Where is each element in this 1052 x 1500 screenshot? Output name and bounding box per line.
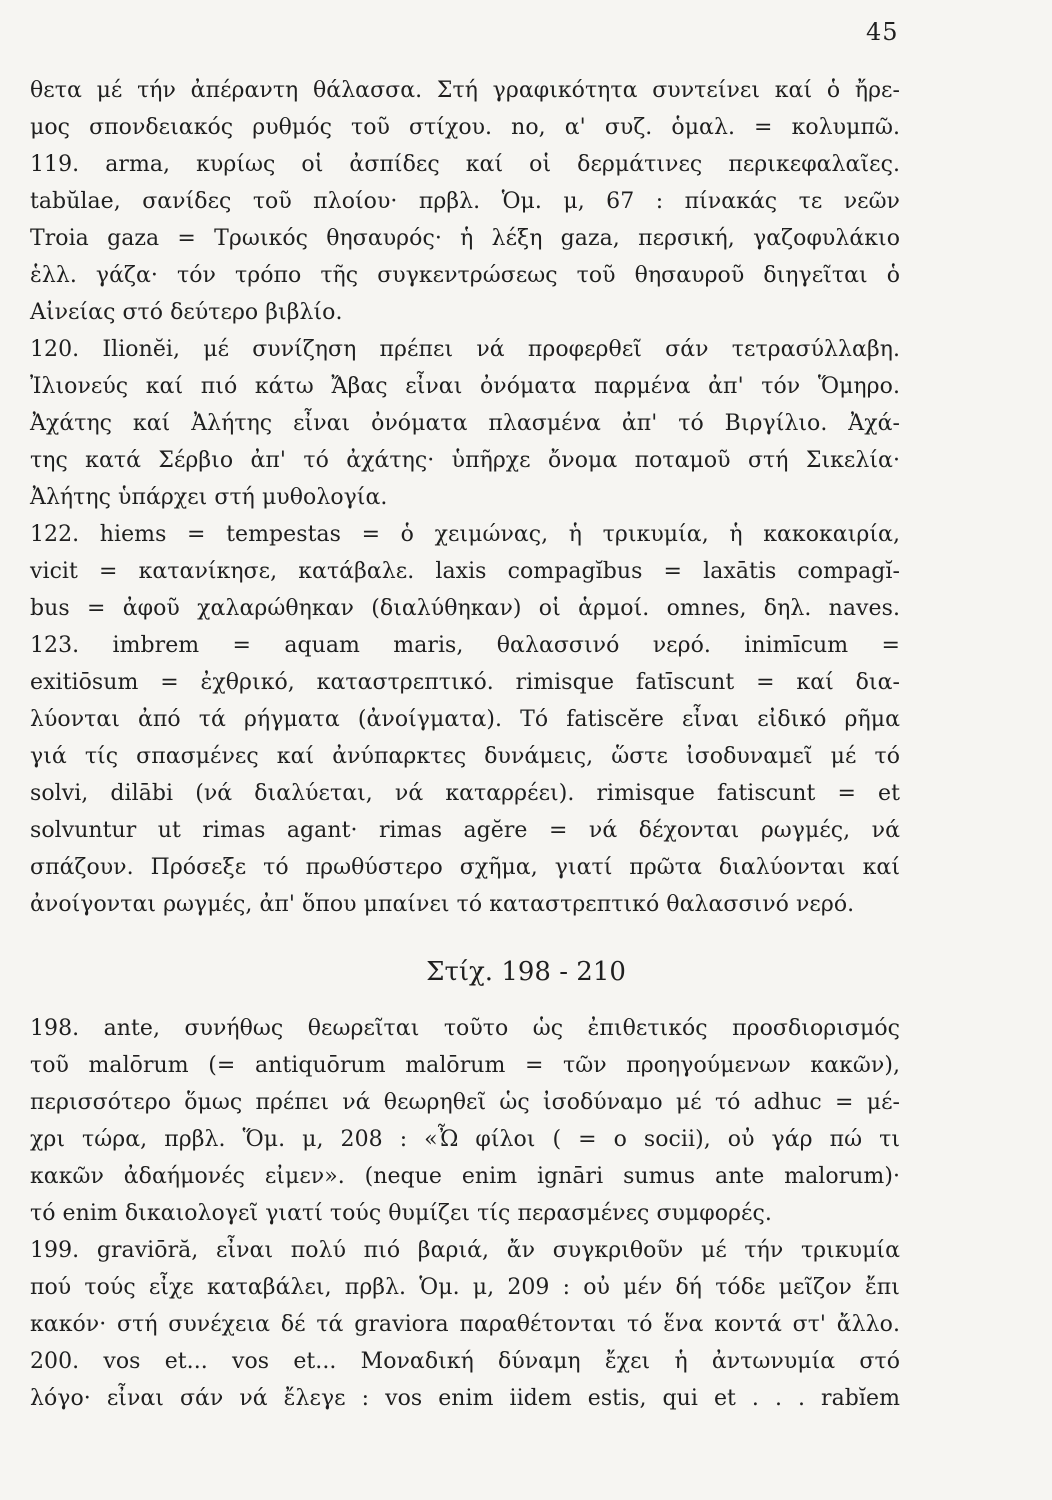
commentary-block-2 — [30, 1010, 900, 1417]
commentary-block-1 — [30, 72, 900, 923]
text-line: θετα μέ τήν ἀπέραντη θάλασσα. Στή γραφικότητα συντείνει καί ὁ ἤρε- — [30, 78, 900, 103]
text-line: Troia gaza = Τρωικός θησαυρός· ἡ λέξη gaza, περσική, γαζοφυλάκιο — [30, 226, 900, 251]
text-line: 122. hiems = tempestas = ὁ χειμώνας, ἡ τρικυμία, ἡ κακοκαιρία, — [30, 522, 900, 547]
text-line: λόγο· εἶναι σάν νά ἔλεγε : vos enim iidem estis, qui et . . . rabĭem — [30, 1386, 900, 1411]
text-line: solvuntur ut rimas agant· rimas agĕre = νά δέχονται ρωγμές, νά — [30, 818, 900, 843]
text-line: λύονται ἀπό τά ρήγματα (ἀνοίγματα). Τό fatiscĕre εἶναι εἰδικό ρῆμα — [30, 707, 900, 732]
text-line: σπάζουν. Πρόσεξε τό πρωθύστερο σχῆμα, γιατί πρῶτα διαλύονται καί — [30, 855, 900, 880]
text-line: Αἰνείας στό δεύτερο βιβλίο. — [30, 300, 343, 325]
text-line: Ἀχάτης καί Ἀλήτης εἶναι ὀνόματα πλασμένα ἀπ' τό Βιργίλιο. Ἀχά- — [30, 411, 900, 436]
text-line: κακῶν ἀδαήμονές εἰμεν». (neque enim ignāri sumus ante malorum)· — [30, 1164, 900, 1189]
text-line: 200. vos et... vos et... Μοναδική δύναμη ἔχει ἡ ἀντωνυμία στό — [30, 1349, 900, 1374]
text-line: Ἀλήτης ὑπάρχει στή μυθολογία. — [30, 485, 388, 510]
text-line: κακόν· στή συνέχεια δέ τά graviora παραθέτονται τό ἕνα κοντά στ' ἄλλο. — [30, 1312, 900, 1337]
text-line: bus = ἀφοῦ χαλαρώθηκαν (διαλύθηκαν) οἱ ἁρμοί. omnes, δηλ. naves. — [30, 596, 900, 621]
text-line: exitiōsum = ἐχθρικό, καταστρεπτικό. rimisque fatīscunt = καί δια- — [30, 670, 900, 695]
text-line: ἀνοίγονται ρωγμές, ἀπ' ὅπου μπαίνει τό καταστρεπτικό θαλασσινό νερό. — [30, 892, 855, 917]
section-heading: Στίχ. 198 - 210 — [426, 957, 626, 987]
text-line: πού τούς εἶχε καταβάλει, πρβλ. Ὁμ. μ, 209 : οὐ μέν δή τόδε μεῖζον ἔπι — [30, 1275, 900, 1300]
text-line: tabŭlae, σανίδες τοῦ πλοίου· πρβλ. Ὁμ. μ, 67 : πίνακάς τε νεῶν — [30, 189, 900, 214]
text-line: vicit = κατανίκησε, κατάβαλε. laxis compagĭbus = laxātis compagĭ- — [30, 559, 900, 584]
text-line: 120. Ilionĕi, μέ συνίζηση πρέπει νά προφερθεῖ σάν τετρασύλλαβη. — [30, 337, 900, 362]
text-line: μος σπονδειακός ρυθμός τοῦ στίχου. no, α' συζ. ὁμαλ. = κολυμπῶ. — [30, 115, 900, 140]
text-line: τοῦ malōrum (= antiquōrum malōrum = τῶν προηγούμενων κακῶν), — [30, 1053, 900, 1078]
text-line: ἑλλ. γάζα· τόν τρόπο τῆς συγκεντρώσεως τοῦ θησαυροῦ διηγεῖται ὁ — [30, 263, 900, 288]
text-line: της κατά Σέρβιο ἀπ' τό ἀχάτης· ὑπῆρχε ὄνομα ποταμοῦ στή Σικελία· — [30, 448, 900, 473]
text-line: 123. imbrem = aquam maris, θαλασσινό νερό. inimīcum = — [30, 633, 900, 658]
text-line: χρι τώρα, πρβλ. Ὅμ. μ, 208 : «Ὦ φίλοι ( = o socii), οὐ γάρ πώ τι — [30, 1127, 900, 1152]
text-line: Ἰλιονεύς καί πιό κάτω Ἄβας εἶναι ὀνόματα παρμένα ἀπ' τόν Ὅμηρο. — [30, 374, 900, 399]
text-line: 119. arma, κυρίως οἱ ἀσπίδες καί οἱ δερμάτινες περικεφαλαῖες. — [30, 152, 900, 177]
text-line: solvi, dilābi (νά διαλύεται, νά καταρρέει). rimisque fatiscunt = et — [30, 781, 900, 806]
text-line: γιά τίς σπασμένες καί ἀνύπαρκτες δυνάμεις, ὥστε ἰσοδυναμεῖ μέ τό — [30, 744, 900, 769]
text-line: 198. ante, συνήθως θεωρεῖται τοῦτο ὡς ἐπιθετικός προσδιορισμός — [30, 1016, 900, 1041]
text-line: τό enim δικαιολογεῖ γιατί τούς θυμίζει τίς περασμένες συμφορές. — [30, 1201, 772, 1226]
page-number: 45 — [866, 18, 899, 46]
text-line: 199. graviōră, εἶναι πολύ πιό βαριά, ἄν συγκριθοῦν μέ τήν τρικυμία — [30, 1238, 900, 1263]
text-line: περισσότερο ὅμως πρέπει νά θεωρηθεῖ ὡς ἰσοδύναμο μέ τό adhuc = μέ- — [30, 1090, 900, 1115]
